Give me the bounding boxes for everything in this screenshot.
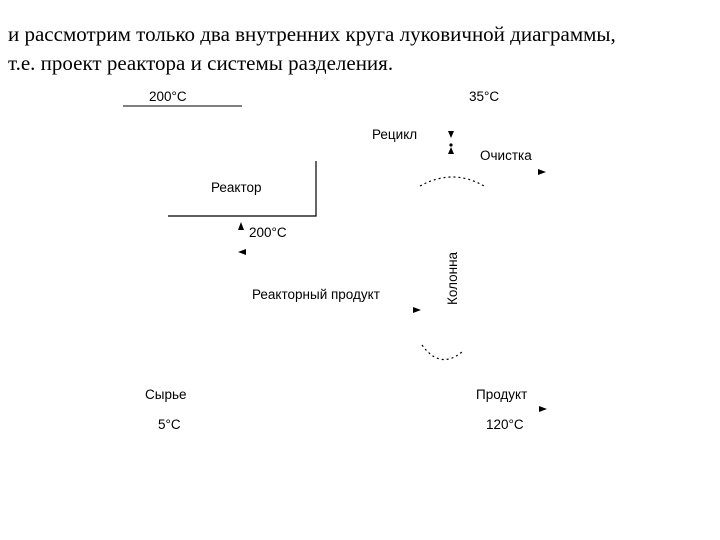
recycle-temp: 35°C <box>469 89 500 104</box>
feed-label: Сырье <box>145 387 187 402</box>
reactor-product-label: Реакторный продукт <box>252 287 380 302</box>
recycle-label: Рецикл <box>372 127 418 142</box>
product-temp: 120°C <box>486 417 524 432</box>
reactor-outlet-temp: 200°C <box>249 225 287 240</box>
product-label: Продукт <box>476 387 528 402</box>
feed-temp: 5°C <box>158 417 181 432</box>
intro-line-2: т.е. проект реактора и системы разделения. <box>8 51 394 75</box>
purge-arrow <box>538 169 546 175</box>
reactor-label: Реактор <box>211 180 262 195</box>
column-label: Колонна <box>445 251 460 305</box>
reactor-outlet-arrow-up <box>238 222 244 230</box>
product-arrow <box>539 406 547 412</box>
purge-label: Очистка <box>480 148 532 163</box>
reactor-inlet-temp: 200°C <box>149 89 187 104</box>
recycle-dot-1 <box>449 143 452 146</box>
recycle-arrow-up <box>448 147 454 154</box>
recycle-arrow-down <box>448 131 454 138</box>
column-top-arc <box>420 177 484 186</box>
reactor-outlet-arrow-left <box>238 249 246 255</box>
reactor-product-arrow <box>413 307 421 313</box>
intro-line-1: и рассмотрим только два внутренних круга луковичной диаграммы, <box>8 22 616 46</box>
column-bottom-arc <box>422 345 462 360</box>
